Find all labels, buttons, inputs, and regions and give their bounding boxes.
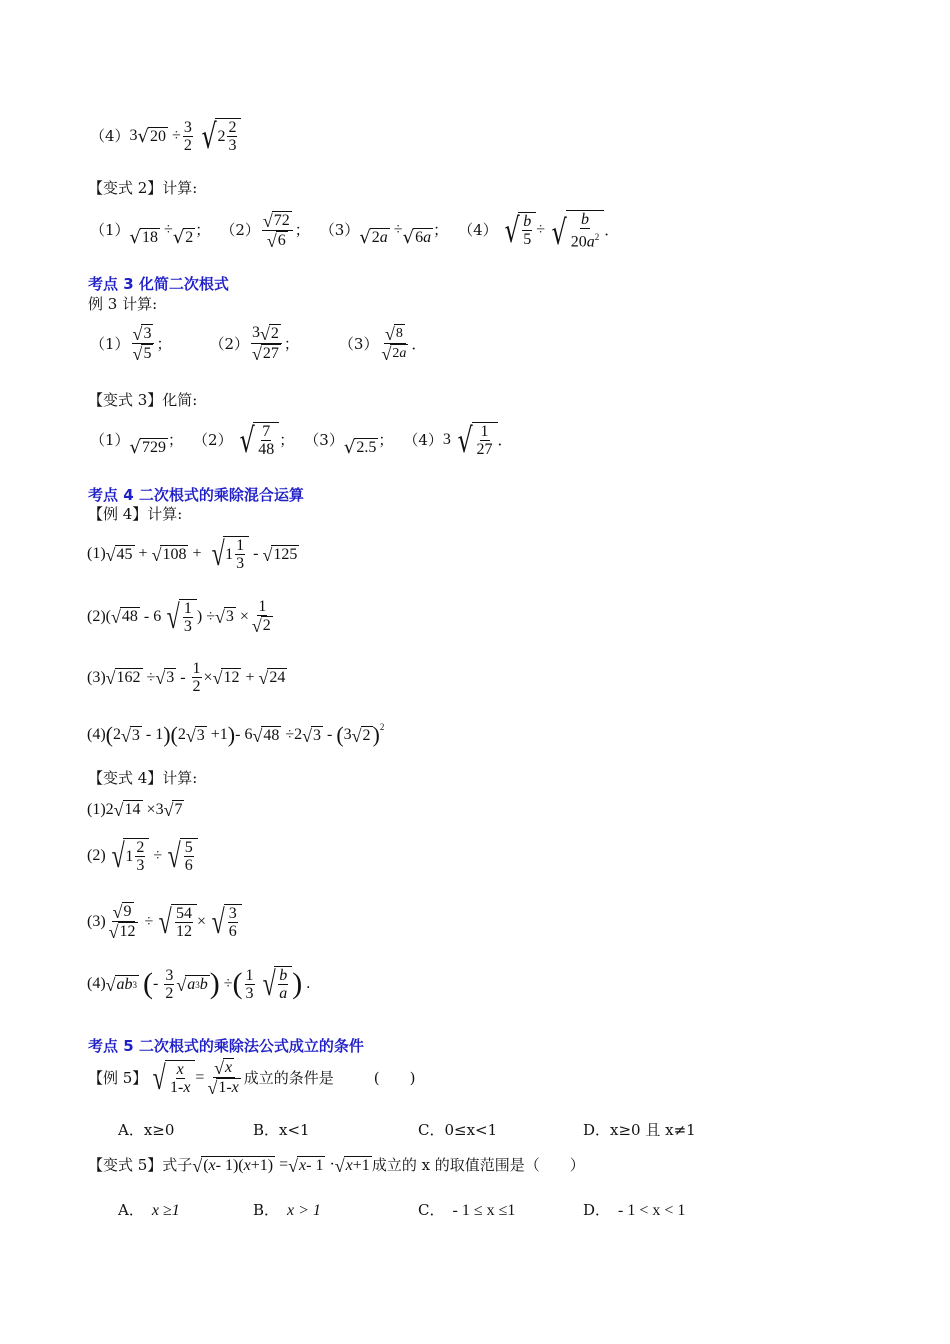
li4-problem-3: (3) √ 162 ÷ √ 3 - $\frac{1}{2}$ × √ 12 + √ 24 xyxy=(87,660,286,695)
bianshi5-option-d[interactable]: D． - 1 < x < 1 xyxy=(583,1201,686,1219)
li5-question: 【例 5】 √ $\frac{x}{1-x}$ = √ x √ 1- x 成立的条件是 ( ) xyxy=(88,1058,416,1098)
bianshi4-title: 【变式 4】计算: xyxy=(88,769,198,787)
li5-option-c[interactable]: C．0≤x<1 xyxy=(418,1121,498,1139)
bianshi5-option-b[interactable]: B． x > 1 xyxy=(253,1201,321,1219)
li5-option-d[interactable]: D．x≥0 且 x≠1 xyxy=(583,1121,696,1139)
problem-4-line: （4） 3 √ 20 ÷ $\frac{3}{2}$ √ 2 $\frac{2}{3}$ xyxy=(90,118,241,154)
li4-problem-1: (1) √ 45 + √ 108 + √ 1 $\frac{1}{3}$ - √ 125 xyxy=(87,536,298,573)
bianshi3-problems: （1） √ 729 ； （2） √ $\frac{7}{48}$ ； （3） √ 2.5 ； （4） 3 √ $\frac{1}{27}$ ． xyxy=(90,421,513,461)
bianshi5-option-a[interactable]: A． x ≥1 xyxy=(118,1201,180,1219)
li3-problems: （1） √ 3 √ 5 ； （2） 3 √ 2 √ 27 ； （3） √ 8 √ 2 a ． xyxy=(90,324,427,364)
li4-problem-4: (4) ( 2 √ 3 - 1 )( 2 √ 3 +1 ) - 6 √ 48 ÷2 √ 3 - ( 3 √ 2 ) $^2$ xyxy=(87,722,385,747)
bianshi2-title: 【变式 2】计算: xyxy=(88,179,198,197)
bianshi5-question: 【变式 5】式子 √ ( x - 1)( x +1) = √ x - 1 · √ x +1 成立的 x 的取值范围是（ ） xyxy=(88,1155,585,1176)
bianshi4-problem-1: (1) 2 √ 14 ×3 √ 7 xyxy=(87,800,183,820)
bianshi4-problem-3: (3) √ 9 √ 12 ÷ √ $\frac{54}{12}$ × √ $\frac{3}{6}$ xyxy=(87,902,242,941)
li5-option-a[interactable]: A．x≥0 xyxy=(118,1121,175,1139)
radical: √ 20 xyxy=(137,125,167,147)
section-kd5: 考点 5 二次根式的乘除法公式成立的条件 xyxy=(88,1037,364,1055)
li3-title: 例 3 计算: xyxy=(88,295,158,313)
bianshi4-problem-2: (2) √ 1 $\frac{2}{3}$ ÷ √ $\frac{5}{6}$ xyxy=(87,838,198,874)
li4-title: 【例 4】计算: xyxy=(88,505,183,523)
li4-problem-2: (2) ( √ 48 - 6 √ $\frac{1}{3}$ ) ÷ √ 3 × 1 √ 2 xyxy=(87,598,271,636)
item-number: （4） xyxy=(90,127,130,145)
section-kd4: 考点 4 二次根式的乘除混合运算 xyxy=(88,486,304,504)
section-kd3: 考点 3 化简二次根式 xyxy=(88,275,229,293)
bianshi3-title: 【变式 3】化简: xyxy=(88,391,198,409)
bianshi5-option-c[interactable]: C． - 1 ≤ x ≤1 xyxy=(418,1201,516,1219)
bianshi2-problems: （1） √ 18 ÷ √ 2 ； （2） √ 72 √ 6 ； （3） √ 2 a ÷ √ 6 a ； （4） √ $\frac{b}{5}$ ÷ √ $\frac{b}{20a^2}$ ． xyxy=(90,210,620,254)
bianshi4-problem-4: (4) √ ab 3 ( - $\frac{3}{2}$ √ a 3 b ) ÷ ( $\frac{1}{3}$ √ $\frac{b}{a}$ ) . xyxy=(87,966,311,1003)
li5-option-b[interactable]: B．x<1 xyxy=(253,1121,310,1139)
